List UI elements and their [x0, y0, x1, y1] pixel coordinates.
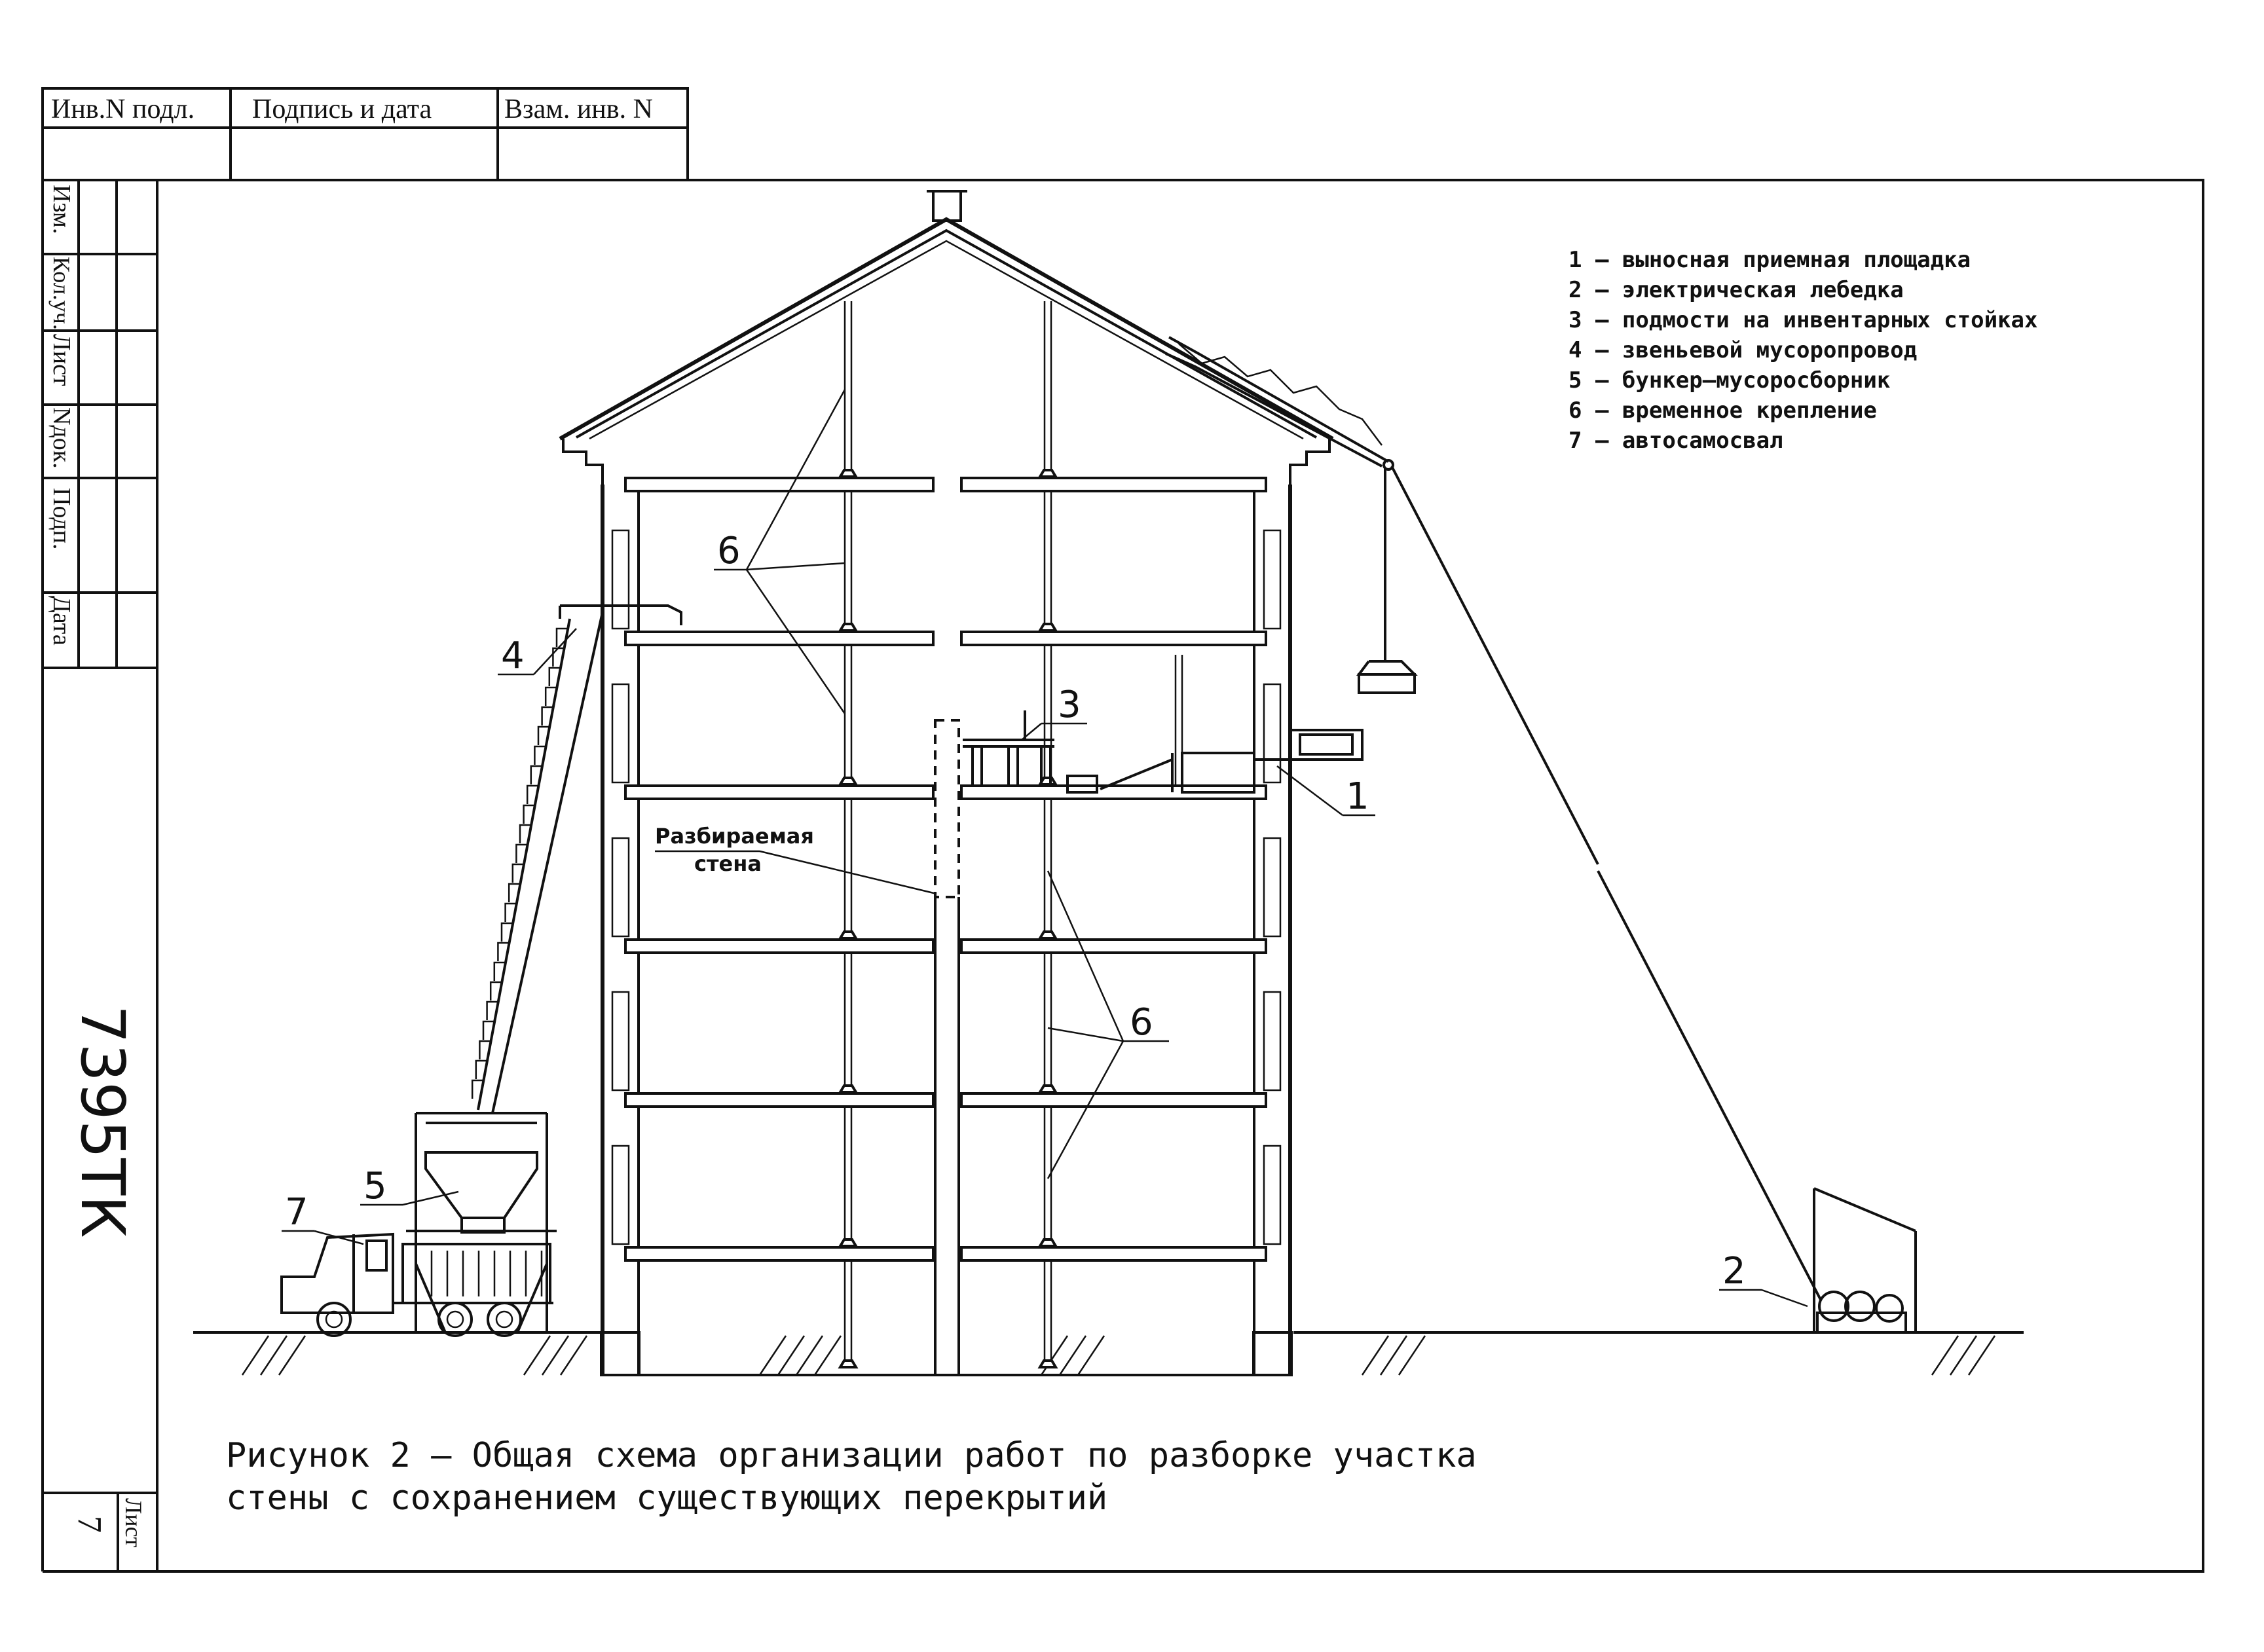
- debris-chute: [472, 606, 681, 1113]
- figure-caption-line1: Рисунок 2 – Общая схема организации работ по разборке участка: [226, 1436, 1477, 1475]
- stamp-header-inv: Инв.N подл.: [51, 94, 195, 124]
- prop-head: [1040, 470, 1056, 477]
- callout-5: 5: [363, 1165, 387, 1207]
- floor-slab: [961, 1247, 1266, 1260]
- legend-item-5: 5 – бункер–мусоросборник: [1568, 367, 1891, 394]
- window-opening: [1264, 1146, 1280, 1244]
- prop-head: [840, 778, 856, 784]
- prop-head: [1040, 1239, 1056, 1246]
- stamp-header-replace: Взам. инв. N: [504, 94, 653, 124]
- sheet-label: Лист: [121, 1498, 147, 1548]
- dump-truck: [282, 1234, 553, 1336]
- callout-7: 7: [285, 1191, 308, 1234]
- callout-1: 1: [1346, 775, 1369, 818]
- building-section: [560, 191, 1333, 1375]
- callout-3: 3: [1058, 684, 1081, 726]
- window-opening: [1264, 838, 1280, 936]
- wall-note-line2: стена: [694, 851, 762, 876]
- stamp-side-izm: Изм.: [48, 185, 75, 234]
- floor-slab: [961, 940, 1266, 953]
- prop-head: [1040, 1361, 1056, 1367]
- window-opening: [612, 684, 629, 782]
- ground-hatching: [242, 1336, 1995, 1375]
- legend-item-7: 7 – автосамосвал: [1568, 428, 1783, 454]
- legend-item-3: 3 – подмости на инвентарных стойках: [1568, 307, 2038, 333]
- prop-head: [1040, 624, 1056, 631]
- floor-slab: [961, 632, 1266, 645]
- floor-slab: [625, 478, 933, 491]
- window-opening: [1264, 530, 1280, 629]
- document-number: 7395ТК: [67, 1005, 138, 1238]
- prop-head: [840, 932, 856, 938]
- callout-6-lower: 6: [1130, 1001, 1153, 1044]
- prop-head: [1040, 932, 1056, 938]
- prop-head: [840, 470, 856, 477]
- legend-item-6: 6 – временное крепление: [1568, 397, 1877, 424]
- winch-shed: [1814, 1188, 1916, 1332]
- wall-note-line1: Разбираемая: [655, 824, 814, 849]
- sheet-number: 7: [71, 1516, 108, 1533]
- prop-head: [840, 1239, 856, 1246]
- legend-item-1: 1 – выносная приемная площадка: [1568, 247, 1971, 273]
- prop-head: [1040, 1086, 1056, 1092]
- stamp-side-ndok: Nдок.: [48, 407, 75, 469]
- floor-slab: [625, 940, 933, 953]
- callout-2: 2: [1722, 1250, 1746, 1293]
- floor-slab: [961, 1093, 1266, 1107]
- prop-head: [840, 1361, 856, 1367]
- stamp-header-signature: Подпись и дата: [252, 94, 432, 124]
- prop-head: [840, 624, 856, 631]
- callout-6-upper: 6: [717, 530, 741, 572]
- window-opening: [1264, 992, 1280, 1090]
- callout-4: 4: [501, 634, 525, 677]
- floor-slab: [625, 632, 933, 645]
- stamp-side-list: Лист: [48, 334, 75, 386]
- window-opening: [612, 530, 629, 629]
- legend: [1568, 247, 2037, 454]
- prop-head: [840, 1086, 856, 1092]
- window-opening: [612, 838, 629, 936]
- stamp-side-date: Дата: [48, 596, 75, 646]
- stamp-side-podp: Подп.: [48, 488, 75, 550]
- debris-bunker: [406, 1113, 557, 1332]
- floor-slab: [625, 786, 933, 799]
- floor-slab: [625, 1093, 933, 1107]
- figure-caption-line2: стены с сохранением существующих перекрытий: [226, 1478, 1108, 1518]
- window-opening: [612, 992, 629, 1090]
- legend-item-4: 4 – звеньевой мусоропровод: [1568, 337, 1918, 363]
- window-opening: [612, 1146, 629, 1244]
- legend-item-2: 2 – электрическая лебедка: [1568, 277, 1904, 303]
- floor-slab: [961, 478, 1266, 491]
- floor-slab: [625, 1247, 933, 1260]
- stamp-side-kolich: Кол.уч.: [48, 257, 75, 330]
